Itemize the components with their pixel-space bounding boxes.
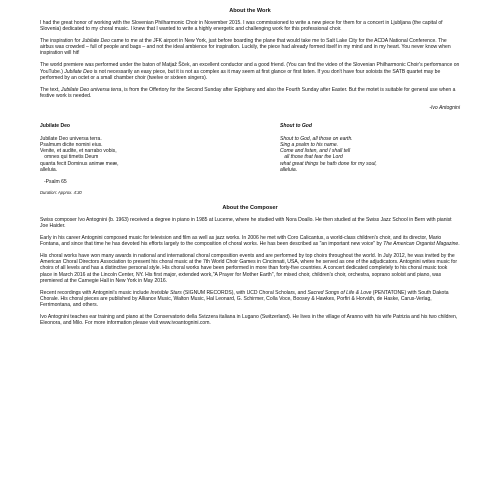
latin-line: Psalmum dicite nomini eius.: [40, 142, 103, 149]
english-line: Shout to God, all those on earth.: [280, 136, 353, 143]
english-line: alleluia.: [280, 166, 298, 173]
composer-paragraph-1: Swiss composer Ivo Antognini (b. 1963) received a degree in piano in 1985 at Lucerne, where he studied with Nora Doallo. He then studied at the Swiss Jazz School in Bern with pianist Joe Haider.: [40, 216, 452, 229]
about-work-heading: About the Work: [229, 8, 271, 14]
latin-lines: [40, 136, 250, 173]
composer-paragraph-5: Ivo Antognini teaches ear training and piano at the Conservatorio della Svizzera italiana in Lugano (Switzerland). He lives in the village of Aranno with his wife Patrizia and his two children, Eleonora, and Milo. For more information please visit www.ivoantognini.com.: [40, 314, 458, 327]
english-title: Shout to God: [280, 123, 312, 130]
composer-paragraph-3: His choral works have won many awards in national and international choral composition events and are performed by top choirs throughout the world. In July 2012, he was invited by the American Choral Directors Association to present his choral music at the 7th World Choir Games in Cincinnati, USA, where he served as one of the adjudicators. Antognini writes music for choirs of all levels and has a distinctive personal style. His choral works have been performed in more than forty-five countries. A concert dedicated completely to his choral music took place in March 2016 at the Lincoln Center, NY. His first major, extended work,"A Prayer for Mother Earth", for mixed choir, children's choir, orchestra, soprano soloist and piano, was premiered at the Carnegie Hall in New York in May 2016.: [40, 253, 458, 284]
composer-paragraph-2: Early in his career Antognini composed music for television and film as well as jazz works. In 2006 he met with Coro Calicantus, a world-class children's choir, and its director, Mario Fontana, and since that time he has devoted his efforts largely to the composition of choral works. He has been described as "an important new voice" by The American Organist Magazine.: [40, 235, 460, 248]
lyrics-section: [40, 123, 460, 196]
work-paragraph-3: The world premiere was performed under the baton of Matjaž Šček, an excellent conductor and a good friend. (You can find the video of the Slovenian Philharmonic Choir's performance on YouTube.) Jubilate Deo is not necessarily an easy piece, but it is not as complex as it may seem at first glance or first listen. If you don't have four soloists the SATB quartet may be performed by an octet or a small chamber choir (twelve or sixteen singers).: [40, 62, 460, 81]
composer-paragraph-4: Recent recordings with Antognini's music include Invisible Stars (SIGNUM RECORDS), with UCD Choral Scholars, and Sacred Songs of Life & Love (PENTATONE) with South Dakota Chorale. His choral pieces are published by Alliance Music, Walton Music, Hal Leonard, G. Schirmer, Colla Voce, Boosey & Hawkes, Porfiri & Horváth, de Haske, Carus-Verlag, Ferrimontana, and others.: [40, 289, 449, 308]
latin-line: Jubilate Deo universa terra.: [40, 136, 102, 143]
latin-title: Jubilate Deo: [40, 123, 71, 130]
about-composer-heading: About the Composer: [222, 204, 278, 211]
english-lines: [280, 136, 460, 173]
latin-text-column: [40, 123, 250, 196]
english-line: Sing a psalm to his name.: [280, 142, 339, 149]
english-line: Come and listen, and I shall tell: [280, 148, 351, 155]
latin-line: Venite, et audite, et narrabo vobis,: [40, 148, 117, 155]
english-text-column: [250, 123, 460, 196]
latin-line: quanta fecit Dominus animæ meæ,: [40, 160, 119, 167]
work-paragraph-1: I had the great honor of working with the Slovenian Philharmonic Choir in November 2015. I was commissioned to write a new piece for them for a concert in Ljubljana (the capital of Slovenia) dedicated to my choral music. I knew that I wanted to write a highly energetic and challenging work for this professional choir.: [40, 20, 443, 33]
latin-line: omnes qui timetis Deum: [40, 154, 99, 161]
work-paragraph-4: The text, Jubilate Deo universa terra, is from the Offertory for the Second Sunday after Epiphany and also the Fourth Sunday after Easter. But the motet is suitable for general use when a festive work is needed.: [40, 86, 456, 99]
latin-line: alleluia.: [40, 166, 58, 173]
work-signature: -Ivo Antognini: [429, 104, 460, 111]
english-line: all those that fear the Lord: [280, 154, 343, 161]
english-line: what great things he hath done for my soul,: [280, 160, 377, 167]
duration-note: Duration: Approx. 4:30: [40, 189, 82, 195]
psalm-reference: -Psalm 65: [44, 178, 67, 185]
work-paragraph-2: The inspiration for Jubilate Deo came to me at the JFK airport in New York, just before boarding the plane that would take me to Salt Lake City for the ACDA National Conference. The airbus was crowded – full of people and bags – and not the ideal ambience for inspiration. Luckily, the piece had already formed itself in my mind and in my heart. You never know when inspiration will hit!: [40, 38, 451, 57]
